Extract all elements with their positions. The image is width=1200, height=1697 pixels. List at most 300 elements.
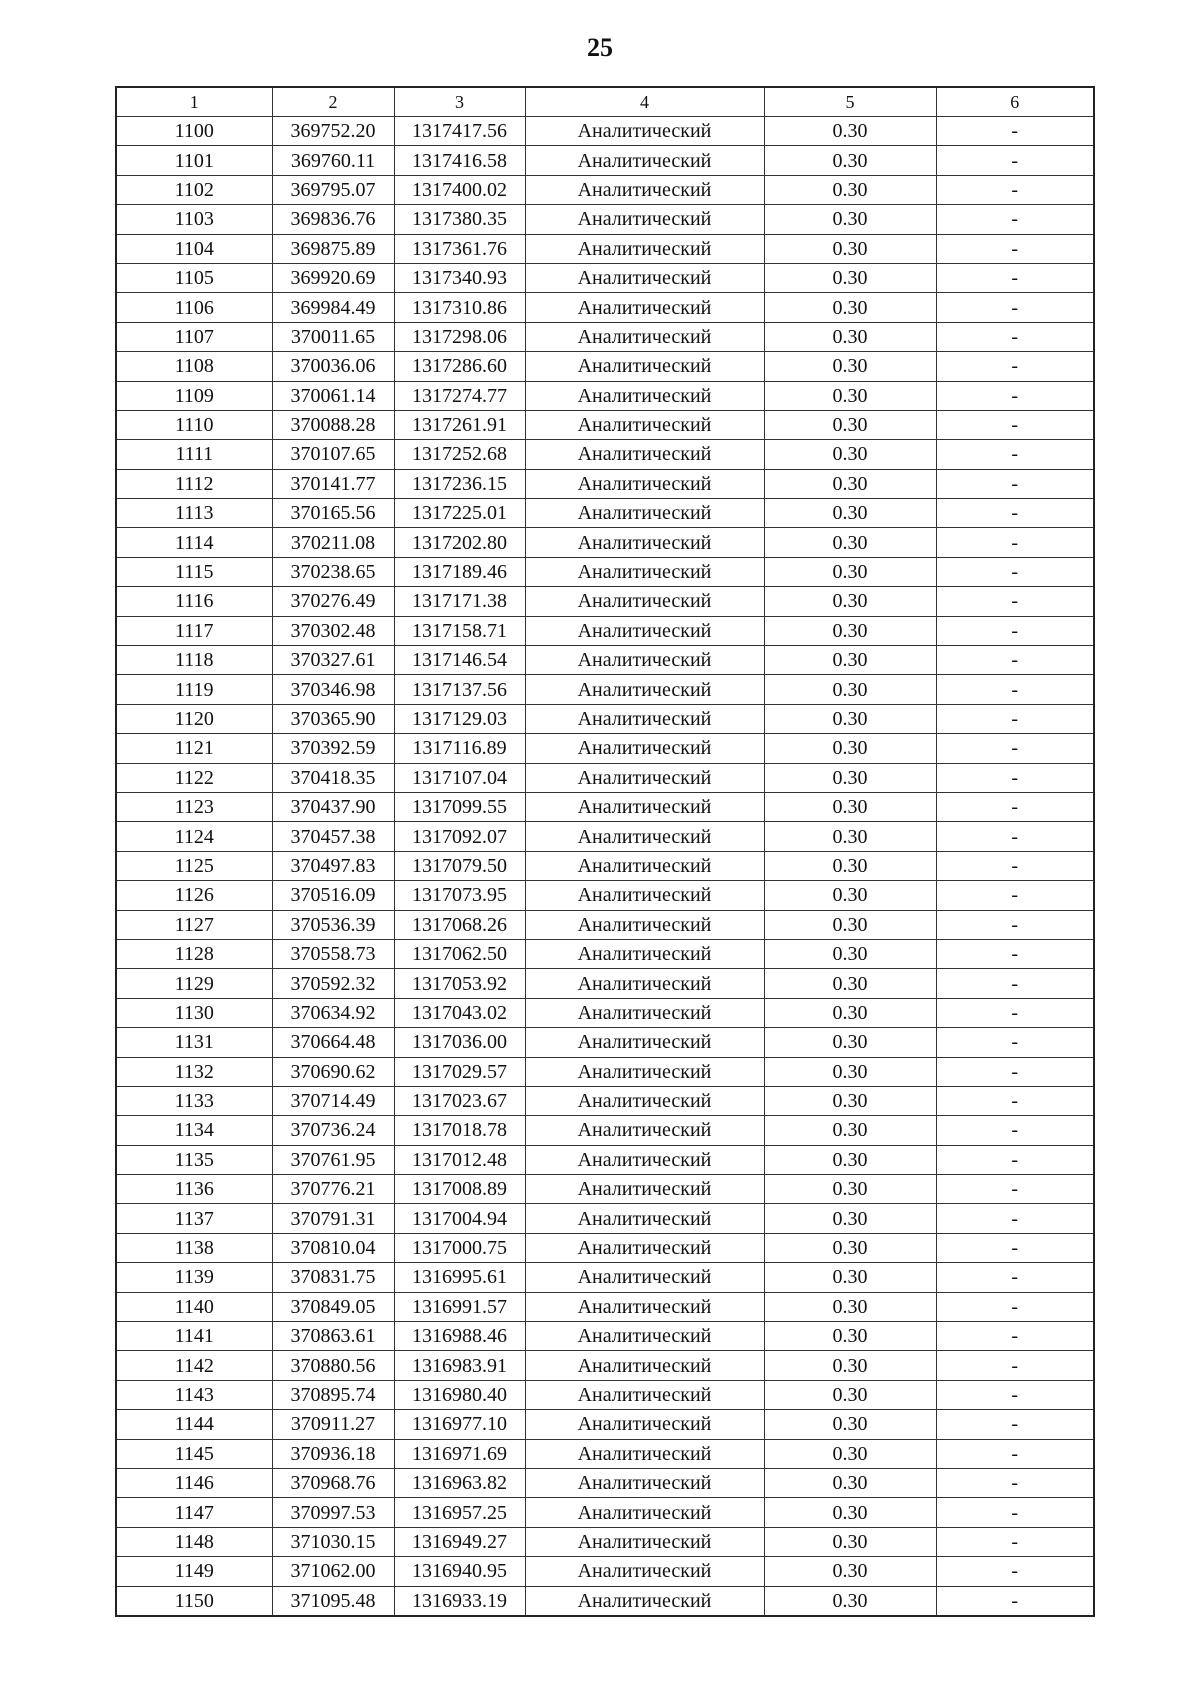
cell-note: -: [936, 322, 1094, 351]
cell-coord-x: 370457.38: [272, 822, 394, 851]
cell-point-number: 1142: [116, 1351, 272, 1380]
cell-coord-y: 1316995.61: [394, 1263, 525, 1292]
table-row: [116, 205, 1094, 234]
cell-point-number: 1112: [116, 469, 272, 498]
cell-accuracy: 0.30: [764, 410, 936, 439]
table-row: [116, 1410, 1094, 1439]
cell-accuracy: 0.30: [764, 528, 936, 557]
table-row: [116, 1586, 1094, 1616]
table-row: [116, 1116, 1094, 1145]
cell-point-number: 1141: [116, 1322, 272, 1351]
column-header-4: 4: [525, 87, 764, 117]
cell-point-number: 1143: [116, 1380, 272, 1409]
cell-coord-y: 1317129.03: [394, 704, 525, 733]
table-row: [116, 263, 1094, 292]
cell-accuracy: 0.30: [764, 1380, 936, 1409]
cell-coord-y: 1317107.04: [394, 763, 525, 792]
cell-point-number: 1115: [116, 557, 272, 586]
cell-accuracy: 0.30: [764, 587, 936, 616]
cell-coord-y: 1316988.46: [394, 1322, 525, 1351]
cell-coord-y: 1316957.25: [394, 1498, 525, 1527]
cell-coord-x: 369920.69: [272, 263, 394, 292]
cell-point-number: 1139: [116, 1263, 272, 1292]
column-header-6: 6: [936, 87, 1094, 117]
cell-point-number: 1117: [116, 616, 272, 645]
cell-coord-y: 1317274.77: [394, 381, 525, 410]
column-header-5: 5: [764, 87, 936, 117]
cell-point-number: 1100: [116, 117, 272, 146]
cell-coord-y: 1317286.60: [394, 352, 525, 381]
cell-point-number: 1111: [116, 440, 272, 469]
cell-coord-y: 1317202.80: [394, 528, 525, 557]
table-row: [116, 1557, 1094, 1586]
cell-method: Аналитический: [525, 410, 764, 439]
cell-point-number: 1144: [116, 1410, 272, 1439]
cell-point-number: 1102: [116, 175, 272, 204]
cell-coord-y: 1317137.56: [394, 675, 525, 704]
cell-note: -: [936, 1086, 1094, 1115]
cell-accuracy: 0.30: [764, 792, 936, 821]
cell-accuracy: 0.30: [764, 1439, 936, 1468]
cell-point-number: 1114: [116, 528, 272, 557]
table-row: [116, 1380, 1094, 1409]
cell-note: -: [936, 969, 1094, 998]
cell-coord-x: 369752.20: [272, 117, 394, 146]
cell-coord-y: 1316940.95: [394, 1557, 525, 1586]
cell-accuracy: 0.30: [764, 1263, 936, 1292]
cell-accuracy: 0.30: [764, 1175, 936, 1204]
cell-accuracy: 0.30: [764, 234, 936, 263]
cell-coord-y: 1316963.82: [394, 1468, 525, 1497]
cell-note: -: [936, 1380, 1094, 1409]
cell-note: -: [936, 1175, 1094, 1204]
cell-note: -: [936, 410, 1094, 439]
table-row: [116, 322, 1094, 351]
page-number: 25: [587, 33, 613, 62]
table-row: [116, 234, 1094, 263]
cell-accuracy: 0.30: [764, 969, 936, 998]
cell-point-number: 1138: [116, 1233, 272, 1262]
cell-coord-x: 369795.07: [272, 175, 394, 204]
cell-note: -: [936, 1204, 1094, 1233]
cell-coord-x: 370327.61: [272, 646, 394, 675]
cell-accuracy: 0.30: [764, 881, 936, 910]
cell-coord-x: 370497.83: [272, 851, 394, 880]
table-row: [116, 1204, 1094, 1233]
cell-accuracy: 0.30: [764, 1145, 936, 1174]
cell-note: -: [936, 234, 1094, 263]
cell-note: -: [936, 1057, 1094, 1086]
table-row: [116, 293, 1094, 322]
cell-method: Аналитический: [525, 1380, 764, 1409]
cell-coord-y: 1317068.26: [394, 910, 525, 939]
cell-method: Аналитический: [525, 1586, 764, 1616]
table-row: [116, 381, 1094, 410]
table-row: [116, 1468, 1094, 1497]
cell-coord-x: 370061.14: [272, 381, 394, 410]
cell-note: -: [936, 528, 1094, 557]
cell-coord-y: 1317043.02: [394, 998, 525, 1027]
cell-method: Аналитический: [525, 969, 764, 998]
cell-accuracy: 0.30: [764, 646, 936, 675]
table-row: [116, 969, 1094, 998]
cell-method: Аналитический: [525, 822, 764, 851]
cell-point-number: 1145: [116, 1439, 272, 1468]
cell-method: Аналитический: [525, 910, 764, 939]
cell-accuracy: 0.30: [764, 1586, 936, 1616]
cell-coord-x: 370936.18: [272, 1439, 394, 1468]
cell-accuracy: 0.30: [764, 704, 936, 733]
cell-method: Аналитический: [525, 117, 764, 146]
cell-coord-x: 370558.73: [272, 939, 394, 968]
cell-point-number: 1148: [116, 1527, 272, 1556]
cell-note: -: [936, 1527, 1094, 1556]
cell-coord-y: 1316949.27: [394, 1527, 525, 1556]
cell-coord-y: 1317018.78: [394, 1116, 525, 1145]
cell-note: -: [936, 587, 1094, 616]
cell-note: -: [936, 557, 1094, 586]
cell-coord-x: 370165.56: [272, 499, 394, 528]
cell-coord-y: 1317417.56: [394, 117, 525, 146]
cell-method: Аналитический: [525, 1057, 764, 1086]
table-row: [116, 499, 1094, 528]
cell-method: Аналитический: [525, 352, 764, 381]
cell-coord-y: 1317416.58: [394, 146, 525, 175]
table-row: [116, 146, 1094, 175]
cell-method: Аналитический: [525, 1351, 764, 1380]
table-row: [116, 1028, 1094, 1057]
cell-accuracy: 0.30: [764, 293, 936, 322]
cell-coord-y: 1317261.91: [394, 410, 525, 439]
cell-point-number: 1135: [116, 1145, 272, 1174]
cell-coord-x: 370346.98: [272, 675, 394, 704]
cell-coord-y: 1317000.75: [394, 1233, 525, 1262]
cell-coord-x: 370011.65: [272, 322, 394, 351]
cell-note: -: [936, 263, 1094, 292]
cell-method: Аналитический: [525, 704, 764, 733]
cell-point-number: 1125: [116, 851, 272, 880]
cell-point-number: 1119: [116, 675, 272, 704]
cell-point-number: 1118: [116, 646, 272, 675]
cell-coord-y: 1317062.50: [394, 939, 525, 968]
cell-accuracy: 0.30: [764, 117, 936, 146]
cell-coord-x: 370863.61: [272, 1322, 394, 1351]
cell-coord-y: 1316980.40: [394, 1380, 525, 1409]
cell-note: -: [936, 646, 1094, 675]
cell-method: Аналитический: [525, 1557, 764, 1586]
cell-coord-x: 370880.56: [272, 1351, 394, 1380]
cell-accuracy: 0.30: [764, 1410, 936, 1439]
table-row: [116, 117, 1094, 146]
table-row: [116, 822, 1094, 851]
cell-accuracy: 0.30: [764, 175, 936, 204]
cell-point-number: 1124: [116, 822, 272, 851]
cell-coord-x: 370437.90: [272, 792, 394, 821]
cell-accuracy: 0.30: [764, 1468, 936, 1497]
table-row: [116, 616, 1094, 645]
cell-method: Аналитический: [525, 1263, 764, 1292]
cell-method: Аналитический: [525, 881, 764, 910]
cell-coord-y: 1317298.06: [394, 322, 525, 351]
cell-point-number: 1113: [116, 499, 272, 528]
cell-note: -: [936, 1468, 1094, 1497]
cell-method: Аналитический: [525, 1028, 764, 1057]
cell-coord-y: 1316977.10: [394, 1410, 525, 1439]
cell-method: Аналитический: [525, 792, 764, 821]
cell-accuracy: 0.30: [764, 469, 936, 498]
cell-method: Аналитический: [525, 1410, 764, 1439]
cell-note: -: [936, 440, 1094, 469]
cell-point-number: 1120: [116, 704, 272, 733]
cell-point-number: 1131: [116, 1028, 272, 1057]
cell-accuracy: 0.30: [764, 1322, 936, 1351]
table-row: [116, 851, 1094, 880]
cell-coord-x: 370634.92: [272, 998, 394, 1027]
cell-coord-y: 1316991.57: [394, 1292, 525, 1321]
table-row: [116, 557, 1094, 586]
cell-point-number: 1121: [116, 734, 272, 763]
cell-coord-x: 370238.65: [272, 557, 394, 586]
cell-note: -: [936, 763, 1094, 792]
table-row: [116, 1498, 1094, 1527]
cell-method: Аналитический: [525, 1292, 764, 1321]
cell-note: -: [936, 1439, 1094, 1468]
table-header: [116, 87, 1094, 117]
cell-coord-y: 1317171.38: [394, 587, 525, 616]
cell-note: -: [936, 1233, 1094, 1262]
cell-point-number: 1108: [116, 352, 272, 381]
cell-accuracy: 0.30: [764, 1116, 936, 1145]
cell-coord-x: 369984.49: [272, 293, 394, 322]
cell-method: Аналитический: [525, 1086, 764, 1115]
table-row: [116, 587, 1094, 616]
cell-method: Аналитический: [525, 1116, 764, 1145]
table-row: [116, 704, 1094, 733]
cell-note: -: [936, 293, 1094, 322]
cell-point-number: 1107: [116, 322, 272, 351]
cell-point-number: 1106: [116, 293, 272, 322]
cell-accuracy: 0.30: [764, 763, 936, 792]
cell-coord-x: 370761.95: [272, 1145, 394, 1174]
cell-coord-x: 370536.39: [272, 910, 394, 939]
cell-method: Аналитический: [525, 528, 764, 557]
cell-accuracy: 0.30: [764, 939, 936, 968]
cell-coord-y: 1317008.89: [394, 1175, 525, 1204]
cell-point-number: 1116: [116, 587, 272, 616]
table-row: [116, 1351, 1094, 1380]
table-row: [116, 1527, 1094, 1556]
cell-coord-y: 1317146.54: [394, 646, 525, 675]
cell-accuracy: 0.30: [764, 1086, 936, 1115]
cell-accuracy: 0.30: [764, 910, 936, 939]
cell-coord-x: 370664.48: [272, 1028, 394, 1057]
table-row: [116, 1439, 1094, 1468]
cell-accuracy: 0.30: [764, 822, 936, 851]
cell-note: -: [936, 1116, 1094, 1145]
cell-method: Аналитический: [525, 440, 764, 469]
cell-accuracy: 0.30: [764, 352, 936, 381]
table-row: [116, 881, 1094, 910]
cell-point-number: 1130: [116, 998, 272, 1027]
cell-method: Аналитический: [525, 322, 764, 351]
cell-coord-y: 1317310.86: [394, 293, 525, 322]
cell-method: Аналитический: [525, 763, 764, 792]
cell-coord-x: 371030.15: [272, 1527, 394, 1556]
table-row: [116, 1057, 1094, 1086]
table-row: [116, 939, 1094, 968]
cell-coord-x: 370911.27: [272, 1410, 394, 1439]
cell-coord-y: 1317053.92: [394, 969, 525, 998]
cell-method: Аналитический: [525, 234, 764, 263]
cell-coord-x: 370592.32: [272, 969, 394, 998]
cell-coord-y: 1317189.46: [394, 557, 525, 586]
cell-point-number: 1146: [116, 1468, 272, 1497]
table-row: [116, 1145, 1094, 1174]
cell-coord-x: 370690.62: [272, 1057, 394, 1086]
cell-coord-x: 370895.74: [272, 1380, 394, 1409]
cell-method: Аналитический: [525, 499, 764, 528]
cell-coord-y: 1316983.91: [394, 1351, 525, 1380]
cell-point-number: 1105: [116, 263, 272, 292]
cell-coord-y: 1317400.02: [394, 175, 525, 204]
cell-point-number: 1134: [116, 1116, 272, 1145]
cell-point-number: 1126: [116, 881, 272, 910]
column-header-1: 1: [116, 87, 272, 117]
cell-accuracy: 0.30: [764, 557, 936, 586]
cell-note: -: [936, 792, 1094, 821]
cell-accuracy: 0.30: [764, 1028, 936, 1057]
cell-coord-y: 1317340.93: [394, 263, 525, 292]
cell-coord-x: 370211.08: [272, 528, 394, 557]
cell-method: Аналитический: [525, 939, 764, 968]
cell-coord-y: 1317380.35: [394, 205, 525, 234]
cell-note: -: [936, 1028, 1094, 1057]
cell-note: -: [936, 1586, 1094, 1616]
cell-accuracy: 0.30: [764, 998, 936, 1027]
cell-method: Аналитический: [525, 1145, 764, 1174]
cell-accuracy: 0.30: [764, 1057, 936, 1086]
cell-coord-x: 370088.28: [272, 410, 394, 439]
cell-coord-y: 1317099.55: [394, 792, 525, 821]
table-row: [116, 1322, 1094, 1351]
cell-accuracy: 0.30: [764, 851, 936, 880]
table-row: [116, 734, 1094, 763]
cell-method: Аналитический: [525, 293, 764, 322]
cell-note: -: [936, 175, 1094, 204]
cell-accuracy: 0.30: [764, 616, 936, 645]
cell-method: Аналитический: [525, 675, 764, 704]
cell-coord-y: 1317023.67: [394, 1086, 525, 1115]
cell-coord-x: 370776.21: [272, 1175, 394, 1204]
cell-point-number: 1101: [116, 146, 272, 175]
cell-point-number: 1136: [116, 1175, 272, 1204]
cell-accuracy: 0.30: [764, 146, 936, 175]
cell-coord-x: 371062.00: [272, 1557, 394, 1586]
cell-note: -: [936, 1292, 1094, 1321]
cell-coord-x: 370791.31: [272, 1204, 394, 1233]
table-row: [116, 469, 1094, 498]
cell-coord-x: 369836.76: [272, 205, 394, 234]
cell-coord-x: 370036.06: [272, 352, 394, 381]
cell-method: Аналитический: [525, 851, 764, 880]
cell-method: Аналитический: [525, 469, 764, 498]
cell-coord-x: 370714.49: [272, 1086, 394, 1115]
cell-method: Аналитический: [525, 734, 764, 763]
cell-point-number: 1128: [116, 939, 272, 968]
cell-method: Аналитический: [525, 557, 764, 586]
cell-note: -: [936, 1498, 1094, 1527]
cell-coord-y: 1317225.01: [394, 499, 525, 528]
cell-note: -: [936, 469, 1094, 498]
cell-method: Аналитический: [525, 1468, 764, 1497]
cell-method: Аналитический: [525, 381, 764, 410]
cell-coord-x: 370736.24: [272, 1116, 394, 1145]
cell-coord-x: 371095.48: [272, 1586, 394, 1616]
cell-coord-x: 369875.89: [272, 234, 394, 263]
cell-method: Аналитический: [525, 1322, 764, 1351]
cell-note: -: [936, 939, 1094, 968]
table-row: [116, 792, 1094, 821]
cell-method: Аналитический: [525, 1233, 764, 1262]
cell-coord-x: 370365.90: [272, 704, 394, 733]
cell-coord-x: 370302.48: [272, 616, 394, 645]
column-header-3: 3: [394, 87, 525, 117]
cell-accuracy: 0.30: [764, 205, 936, 234]
cell-note: -: [936, 1410, 1094, 1439]
cell-method: Аналитический: [525, 1175, 764, 1204]
cell-note: -: [936, 616, 1094, 645]
table-row: [116, 1292, 1094, 1321]
cell-point-number: 1110: [116, 410, 272, 439]
cell-method: Аналитический: [525, 1498, 764, 1527]
cell-coord-y: 1317004.94: [394, 1204, 525, 1233]
table-row: [116, 175, 1094, 204]
cell-note: -: [936, 998, 1094, 1027]
cell-accuracy: 0.30: [764, 1498, 936, 1527]
cell-accuracy: 0.30: [764, 1204, 936, 1233]
table-row: [116, 675, 1094, 704]
table-row: [116, 440, 1094, 469]
cell-note: -: [936, 1263, 1094, 1292]
cell-note: -: [936, 205, 1094, 234]
cell-coord-x: 370810.04: [272, 1233, 394, 1262]
cell-note: -: [936, 675, 1094, 704]
cell-method: Аналитический: [525, 175, 764, 204]
column-header-2: 2: [272, 87, 394, 117]
cell-point-number: 1149: [116, 1557, 272, 1586]
cell-accuracy: 0.30: [764, 381, 936, 410]
cell-point-number: 1140: [116, 1292, 272, 1321]
cell-accuracy: 0.30: [764, 734, 936, 763]
cell-point-number: 1137: [116, 1204, 272, 1233]
cell-note: -: [936, 146, 1094, 175]
cell-coord-x: 370849.05: [272, 1292, 394, 1321]
cell-accuracy: 0.30: [764, 1351, 936, 1380]
cell-coord-x: 370141.77: [272, 469, 394, 498]
cell-method: Аналитический: [525, 146, 764, 175]
cell-coord-y: 1317073.95: [394, 881, 525, 910]
cell-coord-y: 1317236.15: [394, 469, 525, 498]
cell-accuracy: 0.30: [764, 675, 936, 704]
cell-point-number: 1132: [116, 1057, 272, 1086]
cell-coord-x: 370392.59: [272, 734, 394, 763]
cell-coord-x: 370276.49: [272, 587, 394, 616]
cell-point-number: 1104: [116, 234, 272, 263]
cell-point-number: 1127: [116, 910, 272, 939]
cell-note: -: [936, 851, 1094, 880]
table-row: [116, 763, 1094, 792]
cell-accuracy: 0.30: [764, 440, 936, 469]
